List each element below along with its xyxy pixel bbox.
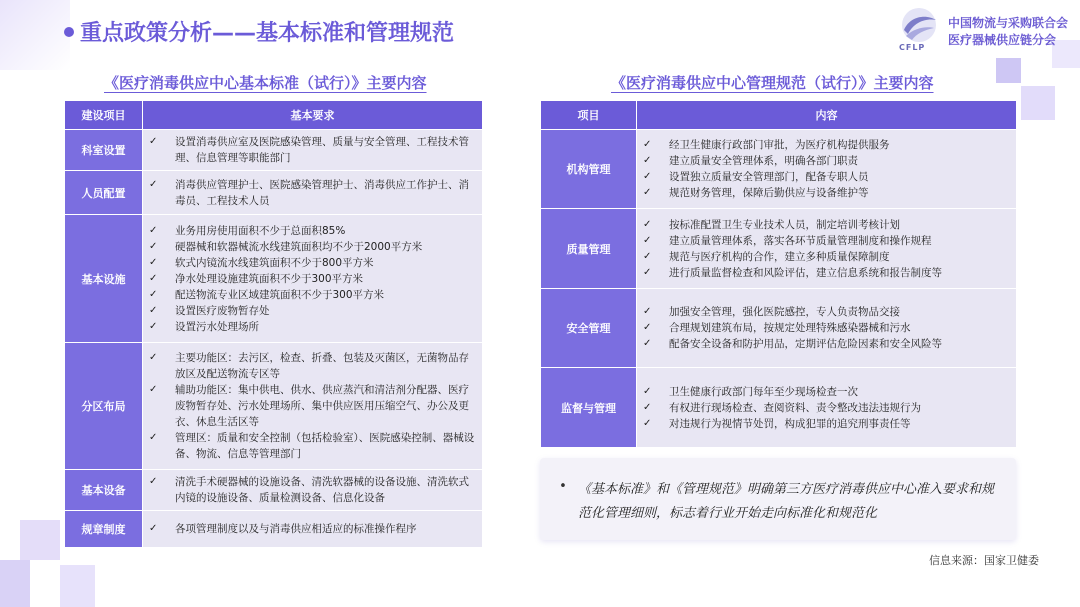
bullet-icon: • <box>559 479 567 494</box>
table-row <box>541 209 1017 289</box>
list-item <box>149 255 476 271</box>
item-text: 建立质量管理体系，落实各环节质量管理制度和操作规程 <box>669 234 932 247</box>
item-text: 合理规划建筑布局，按规定处理特殊感染器械和污水 <box>669 322 911 334</box>
decor-square <box>1021 86 1055 120</box>
list-item <box>149 430 476 462</box>
checkmark-icon: ✓ <box>643 385 652 397</box>
column-header: 基本要求 <box>143 101 483 130</box>
item-text: 主要功能区：去污区，检查、折叠、包装及灭菌区，无菌物品存放区及配送物流专区等 <box>175 352 469 380</box>
item-text: 消毒供应管理护士、医院感染管理护士、消毒供应工作护士、消毒员、工程技术人员 <box>175 178 469 207</box>
item-text: 经卫生健康行政部门审批，为医疗机构提供服务 <box>669 139 890 151</box>
cflp-logo-icon <box>896 6 942 52</box>
left-table-heading: 《医疗消毒供应中心基本标准（试行）》主要内容 <box>104 74 427 92</box>
column-header: 建设项目 <box>65 101 143 130</box>
list-item <box>643 384 1010 400</box>
item-text: 净水处理设施建筑面积不少于300平方米 <box>175 272 364 285</box>
checkmark-icon: ✓ <box>149 432 158 443</box>
summary-note <box>540 458 1016 540</box>
logo-abbr: CFLP <box>899 43 926 52</box>
checkmark-icon: ✓ <box>643 218 652 230</box>
list-item <box>643 217 1010 233</box>
checkmark-icon: ✓ <box>643 266 652 278</box>
row-content <box>637 130 1017 209</box>
item-text: 设置污水处理场所 <box>175 320 259 333</box>
list-item <box>149 303 476 319</box>
item-text: 设置消毒供应室及医院感染管理、质量与安全管理、工程技术管理、信息管理等职能部门 <box>175 136 469 164</box>
table-row <box>65 215 483 343</box>
checkmark-icon: ✓ <box>643 250 652 262</box>
checkmark-icon: ✓ <box>149 352 158 363</box>
org-name-line2: 医疗器械供应链分会 <box>948 33 1057 47</box>
decor-square <box>996 58 1021 83</box>
checkmark-icon: ✓ <box>149 136 158 147</box>
item-text: 有权进行现场检查、查阅资料、责令整改违法违规行为 <box>669 401 921 414</box>
item-text: 建立质量安全管理体系，明确各部门职责 <box>669 155 858 167</box>
table-header-row <box>541 101 1017 130</box>
list-item <box>643 249 1010 265</box>
list-item <box>149 177 476 209</box>
list-item <box>149 382 476 430</box>
table-row <box>541 289 1017 368</box>
checkmark-icon: ✓ <box>643 306 652 317</box>
checkmark-icon: ✓ <box>149 523 158 534</box>
row-category: 基本设施 <box>65 215 143 343</box>
checkmark-icon: ✓ <box>643 171 652 182</box>
table-row <box>541 368 1017 448</box>
basic-standard-table <box>64 100 483 548</box>
list-item <box>149 223 476 239</box>
checkmark-icon: ✓ <box>149 240 158 252</box>
list-item <box>643 416 1010 432</box>
row-category: 质量管理 <box>541 209 637 289</box>
checkmark-icon: ✓ <box>149 304 158 316</box>
table-row <box>65 130 483 171</box>
item-text: 软式内镜流水线建筑面积不少于800平方米 <box>175 256 374 269</box>
list-item <box>643 185 1010 201</box>
row-category: 安全管理 <box>541 289 637 368</box>
checkmark-icon: ✓ <box>149 476 158 487</box>
list-item <box>643 233 1010 249</box>
checkmark-icon: ✓ <box>149 288 158 300</box>
list-item <box>149 350 476 382</box>
item-text: 设置医疗废物暂存处 <box>175 304 270 317</box>
row-content <box>143 130 483 171</box>
item-text: 设置独立质量安全管理部门，配备专职人员 <box>669 171 869 183</box>
checkmark-icon: ✓ <box>149 320 158 332</box>
item-text: 规范财务管理，保障后勤供应与设备维护等 <box>669 187 869 199</box>
checkmark-icon: ✓ <box>149 256 158 268</box>
checkmark-icon: ✓ <box>149 272 158 284</box>
decor-square <box>20 520 60 560</box>
row-content <box>637 368 1017 448</box>
list-item <box>149 474 476 506</box>
list-item <box>149 287 476 303</box>
checkmark-icon: ✓ <box>643 417 652 429</box>
management-spec-table <box>540 100 1017 448</box>
row-content <box>143 171 483 215</box>
item-text: 辅助功能区：集中供电、供水、供应蒸汽和清洁剂分配器、医疗废物暂存处、污水处理场所、集中供应医用压缩空气、办公及更衣、休息生活区等 <box>175 384 469 428</box>
list-item <box>643 153 1010 169</box>
item-text: 各项管理制度以及与消毒供应相适应的标准操作程序 <box>175 523 417 535</box>
row-category: 科室设置 <box>65 130 143 171</box>
row-content <box>637 209 1017 289</box>
list-item <box>643 265 1010 281</box>
summary-text: 《基本标准》和《管理规范》明确第三方医疗消毒供应中心准入要求和规范化管理细则，标志着行业开始走向标准化和规范化 <box>578 482 995 521</box>
checkmark-icon: ✓ <box>643 401 652 413</box>
table-row <box>65 470 483 511</box>
item-text: 配备安全设备和防护用品，定期评估危险因素和安全风险等 <box>669 338 942 350</box>
checkmark-icon: ✓ <box>643 139 652 150</box>
row-category: 基本设备 <box>65 470 143 511</box>
list-item <box>643 336 1010 352</box>
right-table-heading: 《医疗消毒供应中心管理规范（试行）》主要内容 <box>611 74 934 92</box>
decor-square <box>0 560 30 607</box>
row-category: 规章制度 <box>65 511 143 548</box>
item-text: 规范与医疗机构的合作，建立多种质量保障制度 <box>669 250 890 263</box>
checkmark-icon: ✓ <box>149 224 158 236</box>
list-item <box>643 137 1010 153</box>
list-item <box>149 271 476 287</box>
item-text: 对违规行为视情节处罚，构成犯罪的追究刑事责任等 <box>669 417 911 430</box>
list-item <box>149 319 476 335</box>
decor-square <box>0 0 70 70</box>
row-content <box>143 511 483 548</box>
table-row <box>65 343 483 470</box>
table-row <box>65 171 483 215</box>
item-text: 进行质量监督检查和风险评估，建立信息系统和报告制度等 <box>669 266 942 279</box>
checkmark-icon: ✓ <box>149 178 158 190</box>
column-header: 项目 <box>541 101 637 130</box>
row-category: 监督与管理 <box>541 368 637 448</box>
list-item <box>643 320 1010 336</box>
checkmark-icon: ✓ <box>643 234 652 246</box>
list-item <box>643 304 1010 320</box>
list-item <box>149 521 476 537</box>
item-text: 卫生健康行政部门每年至少现场检查一次 <box>669 385 858 398</box>
org-logo <box>892 6 1080 56</box>
list-item <box>149 239 476 255</box>
list-item <box>643 400 1010 416</box>
checkmark-icon: ✓ <box>643 187 652 198</box>
row-category: 机构管理 <box>541 130 637 209</box>
item-text: 配送物流专业区域建筑面积不少于300平方米 <box>175 288 385 301</box>
table-row <box>65 511 483 548</box>
row-category: 人员配置 <box>65 171 143 215</box>
source-note: 信息来源：国家卫健委 <box>929 554 1039 567</box>
item-text: 业务用房使用面积不少于总面积85% <box>175 224 346 237</box>
row-content <box>143 215 483 343</box>
checkmark-icon: ✓ <box>643 322 652 333</box>
item-text: 清洗手术硬器械的设施设备、清洗软器械的设备设施、清洗软式内镜的设施设备、质量检测设备、信息化设备 <box>175 476 469 504</box>
decor-square <box>60 565 95 607</box>
row-category: 分区布局 <box>65 343 143 470</box>
item-text: 管理区：质量和安全控制（包括检验室）、医院感染控制、器械设备、物流、信息等管理部门 <box>175 432 475 460</box>
list-item <box>149 134 476 166</box>
page-title <box>64 16 454 47</box>
table-row <box>541 130 1017 209</box>
bullet-dot-icon <box>64 27 74 37</box>
row-content <box>637 289 1017 368</box>
item-text: 按标准配置卫生专业技术人员，制定培训考核计划 <box>669 218 900 231</box>
item-text: 加强安全管理，强化医院感控，专人负责物品交接 <box>669 306 900 318</box>
list-item <box>643 169 1010 185</box>
checkmark-icon: ✓ <box>643 155 652 166</box>
item-text: 硬器械和软器械流水线建筑面积均不少于2000平方米 <box>175 240 423 253</box>
page-title-text: 重点政策分析——基本标准和管理规范 <box>80 21 455 46</box>
column-header: 内容 <box>637 101 1017 130</box>
row-content <box>143 343 483 470</box>
checkmark-icon: ✓ <box>643 338 652 349</box>
org-name-line1: 中国物流与采购联合会 <box>948 16 1069 30</box>
row-content <box>143 470 483 511</box>
checkmark-icon: ✓ <box>149 384 158 395</box>
table-header-row <box>65 101 483 130</box>
